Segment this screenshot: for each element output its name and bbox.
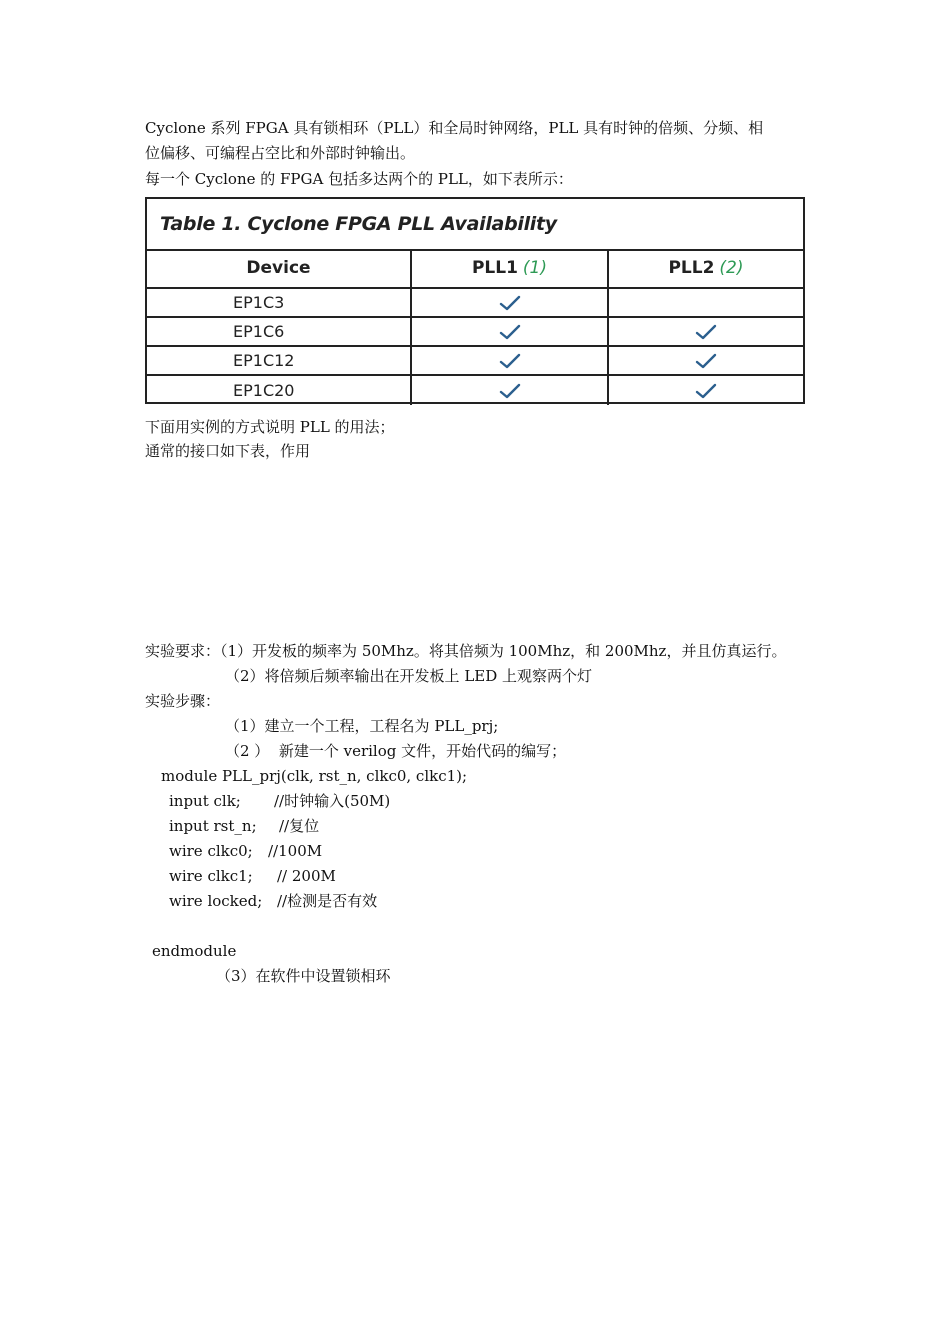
requirement-2: （2）将倍频后频率输出在开发板上 LED 上观察两个灯	[225, 667, 593, 685]
step-3: （3）在软件中设置锁相环	[216, 967, 391, 985]
code-declaration: input clk;	[169, 792, 241, 810]
code-comment: // 200M	[277, 867, 336, 885]
steps-label: 实验步骤：	[145, 692, 221, 710]
code-line	[169, 866, 336, 886]
requirement-1: 实验要求：（1）开发板的频率为 50Mhz。将其倍频为 100Mhz，和 200Mhz，并且仿真运行。	[145, 642, 787, 660]
code-declaration: wire clkc1;	[169, 867, 253, 885]
code-line	[169, 841, 323, 861]
table-row	[147, 376, 803, 405]
pll2-cell	[609, 289, 803, 316]
code-line	[169, 791, 391, 811]
device-cell	[147, 347, 412, 374]
device-name: EP1C6	[233, 322, 285, 341]
footnote-ref: (2)	[719, 258, 744, 278]
intro-line-3: 每一个 Cyclone 的 FPGA 包括多达两个的 PLL，如下表所示：	[145, 170, 573, 188]
pll2-cell	[609, 318, 803, 345]
pll1-cell	[412, 318, 609, 345]
code-comment: //100M	[268, 842, 323, 860]
device-name: EP1C12	[233, 351, 295, 370]
pll1-cell	[412, 376, 609, 405]
table-body	[147, 289, 803, 402]
footnote-ref: (1)	[522, 258, 548, 278]
step-2: （2 ） 新建一个 verilog 文件，开始代码的编写；	[225, 742, 567, 760]
pll-availability-table	[145, 197, 805, 404]
check-icon	[499, 383, 521, 399]
pll2-cell	[609, 347, 803, 374]
device-name: EP1C3	[233, 293, 285, 312]
code-declaration: wire clkc0;	[169, 842, 253, 860]
after-line-1: 下面用实例的方式说明 PLL 的用法；	[145, 418, 395, 436]
check-icon	[695, 383, 717, 399]
code-declaration: wire locked;	[169, 892, 263, 910]
header-pll1	[412, 249, 609, 287]
table-row	[147, 347, 803, 376]
check-icon	[499, 295, 521, 311]
check-icon	[695, 324, 717, 340]
intro-line-2: 位偏移、可编程占空比和外部时钟输出。	[145, 144, 416, 162]
table-row	[147, 289, 803, 318]
code-module-line: module PLL_prj(clk, rst_n, clkc0, clkc1);	[161, 767, 468, 785]
code-endmodule: endmodule	[152, 942, 237, 960]
device-cell	[147, 289, 412, 316]
check-icon	[499, 324, 521, 340]
device-name: EP1C20	[233, 381, 295, 400]
header-pll2	[609, 249, 803, 287]
device-cell	[147, 318, 412, 345]
code-line	[169, 816, 320, 836]
intro-line-1: Cyclone 系列 FPGA 具有锁相环（PLL）和全局时钟网络，PLL 具有时钟的倍频、分频、相	[145, 119, 764, 137]
step-1: （1）建立一个工程，工程名为 PLL_prj;	[225, 717, 499, 735]
header-label: Device	[246, 258, 311, 278]
table-header-row	[147, 249, 803, 289]
code-line	[169, 891, 378, 911]
table-title: Table 1. Cyclone FPGA PLL Availability	[147, 199, 803, 251]
header-label: PLL2	[668, 258, 715, 278]
pll1-cell	[412, 289, 609, 316]
device-cell	[147, 376, 412, 405]
code-comment: //复位	[279, 817, 320, 835]
code-comment: //时钟输入(50M)	[274, 792, 391, 810]
code-comment: //检测是否有效	[277, 892, 378, 910]
check-icon	[499, 353, 521, 369]
pll2-cell	[609, 376, 803, 405]
after-line-2: 通常的接口如下表，作用	[145, 442, 311, 460]
header-device	[147, 249, 412, 287]
table-row	[147, 318, 803, 347]
header-label: PLL1	[471, 258, 518, 278]
code-declaration: input rst_n;	[169, 817, 257, 835]
pll1-cell	[412, 347, 609, 374]
check-icon	[695, 353, 717, 369]
